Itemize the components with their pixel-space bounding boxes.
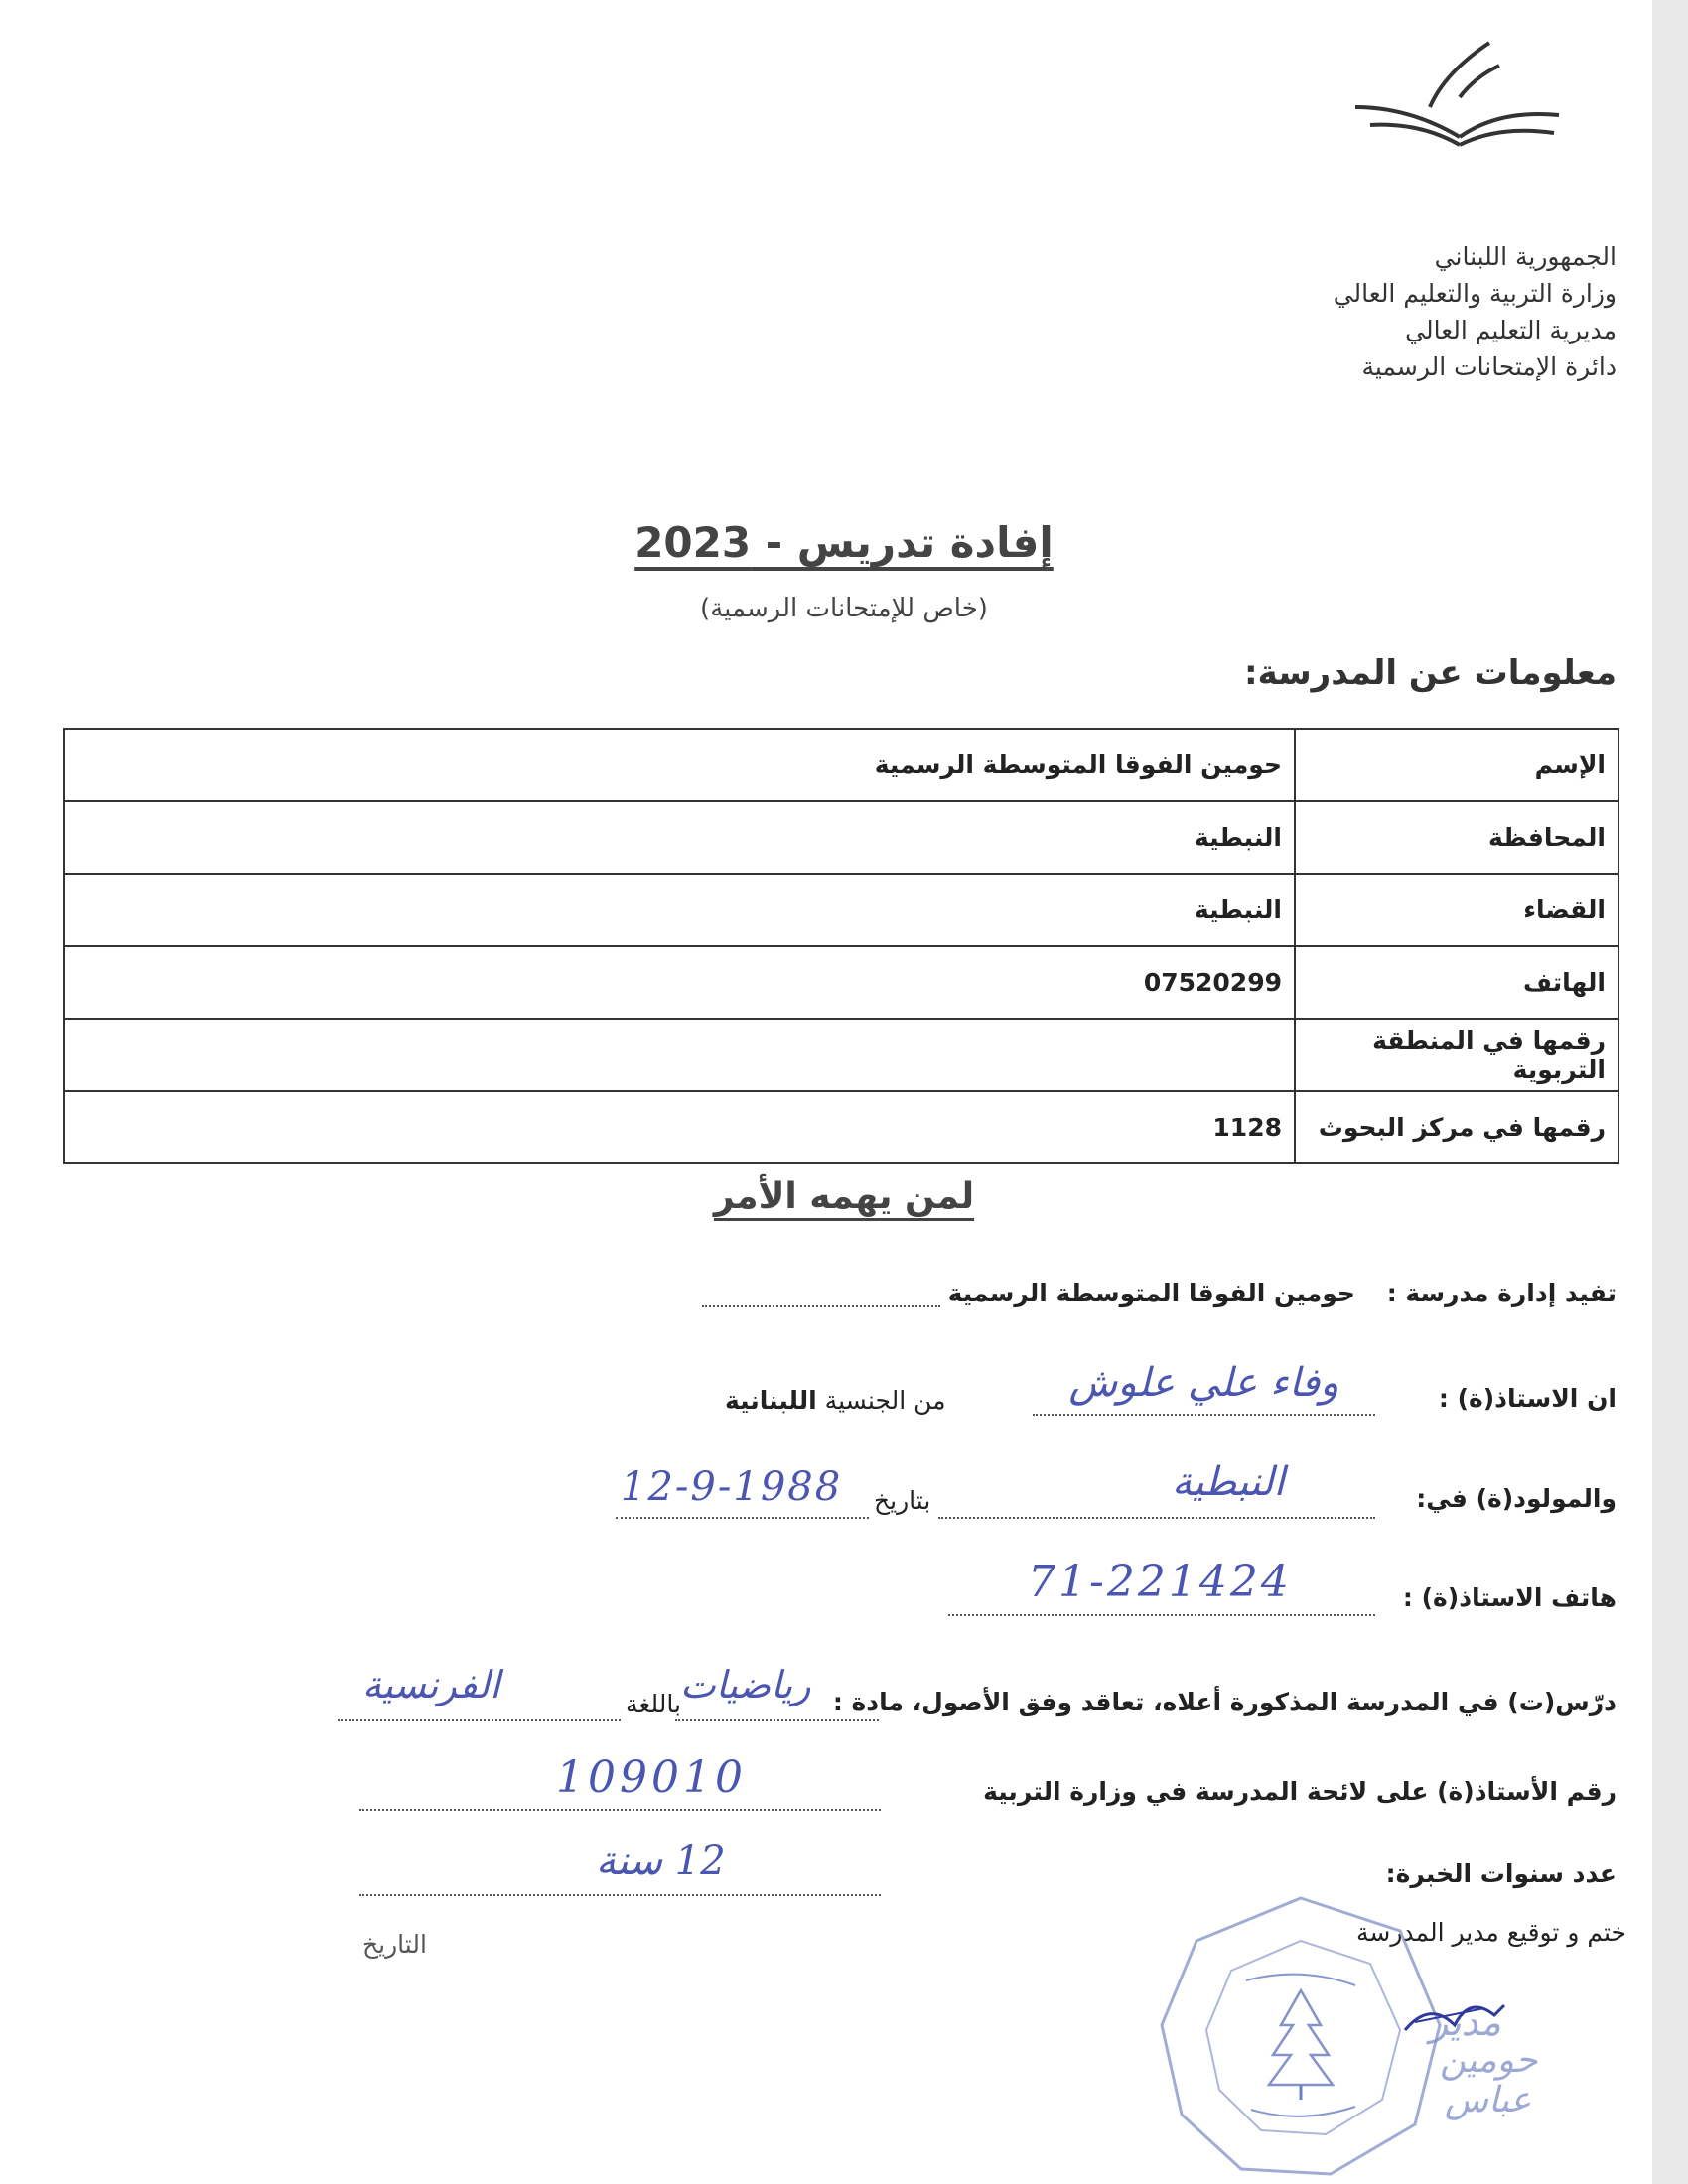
research-center-number-value: 1128 xyxy=(64,1091,1295,1163)
region-number-label: رقمها في المنطقة التربوية xyxy=(1295,1019,1618,1091)
district-label: القضاء xyxy=(1295,874,1618,946)
nationality-row xyxy=(725,1386,946,1415)
nationality-value: اللبنانية xyxy=(725,1386,817,1415)
ministry-header xyxy=(1334,238,1617,385)
admin-value: حومين الفوقا المتوسطة الرسمية xyxy=(947,1279,1355,1307)
dotted-line xyxy=(359,1888,881,1896)
phone-label: الهاتف xyxy=(1295,946,1618,1019)
language-handwritten: الفرنسية xyxy=(362,1663,500,1706)
school-name-label: الإسم xyxy=(1295,729,1618,801)
school-name-value: حومين الفوقا المتوسطة الرسمية xyxy=(64,729,1295,801)
dotted-line xyxy=(948,1608,1375,1616)
region-number-value xyxy=(64,1019,1295,1091)
table-row xyxy=(64,801,1618,874)
ministry-logo xyxy=(1350,38,1569,177)
header-line-1: الجمهورية اللبناني xyxy=(1434,242,1617,271)
dotted-line xyxy=(702,1299,940,1307)
research-center-number-label: رقمها في مركز البحوث xyxy=(1295,1091,1618,1163)
governorate-label: المحافظة xyxy=(1295,801,1618,874)
dotted-line xyxy=(1033,1408,1375,1416)
header-line-4: دائرة الإمتحانات الرسمية xyxy=(1361,352,1617,381)
document-subtitle: (خاص للإمتحانات الرسمية) xyxy=(700,594,988,623)
table-row xyxy=(64,729,1618,801)
governorate-value: النبطية xyxy=(64,801,1295,874)
dotted-line xyxy=(675,1713,879,1721)
birthplace-handwritten: النبطية xyxy=(1172,1459,1285,1505)
dotted-line xyxy=(938,1511,1375,1519)
table-row xyxy=(64,874,1618,946)
date-label: بتاريخ xyxy=(874,1486,931,1515)
taught-label: درّس(ت) في المدرسة المذكورة أعلاه، تعاقد وفق الأصول، مادة : xyxy=(832,1688,1617,1716)
phone-value: 07520299 xyxy=(64,946,1295,1019)
header-line-2: وزارة التربية والتعليم العالي xyxy=(1333,279,1617,308)
signature-label: ختم و توقيع مدير المدرسة xyxy=(1356,1918,1626,1947)
ministry-number-label: رقم الأستاذ(ة) على لائحة المدرسة في وزارة التربية xyxy=(983,1777,1617,1806)
school-info-table xyxy=(63,728,1619,1164)
school-info-heading: معلومات عن المدرسة: xyxy=(1244,653,1617,693)
stamp-text-line-3: عباس xyxy=(1445,2080,1532,2120)
dotted-line xyxy=(616,1511,869,1519)
dotted-line xyxy=(338,1713,621,1721)
teacher-phone-handwritten: 71-221424 xyxy=(1028,1557,1292,1607)
experience-handwritten: 12 سنة xyxy=(596,1839,726,1884)
table-row xyxy=(64,1019,1618,1091)
subject-handwritten: رياضيات xyxy=(680,1663,811,1706)
district-value: النبطية xyxy=(64,874,1295,946)
dotted-line xyxy=(359,1803,881,1811)
scan-edge xyxy=(1652,0,1688,2184)
birth-date-handwritten: 12-9-1988 xyxy=(621,1464,843,1510)
to-whom-it-may-concern: لمن يهمه الأمر xyxy=(713,1176,975,1217)
table-row xyxy=(64,1091,1618,1163)
admin-row xyxy=(702,1279,1617,1307)
teacher-name-handwritten: وفاء علي علوش xyxy=(1068,1360,1339,1406)
experience-label: عدد سنوات الخبرة: xyxy=(1385,1859,1617,1888)
stamp-text-line-1: مدير xyxy=(1430,2000,1501,2044)
nationality-label: من الجنسية xyxy=(824,1386,946,1415)
table-row xyxy=(64,946,1618,1019)
teacher-label: ان الاستاذ(ة) : xyxy=(1438,1384,1617,1413)
born-label: والمولود(ة) في: xyxy=(1416,1484,1617,1513)
admin-label: تفيد إدارة مدرسة : xyxy=(1386,1279,1617,1307)
header-line-3: مديرية التعليم العالي xyxy=(1405,316,1617,344)
ministry-number-handwritten: 109010 xyxy=(556,1752,747,1803)
teacher-phone-label: هاتف الاستاذ(ة) : xyxy=(1402,1583,1617,1612)
language-label: باللغة xyxy=(626,1690,681,1718)
footer-date-label: التاريخ xyxy=(362,1930,427,1959)
document-title: إفادة تدريس - 2023 xyxy=(634,518,1054,567)
stamp-text-line-2: حومين xyxy=(1440,2040,1538,2081)
